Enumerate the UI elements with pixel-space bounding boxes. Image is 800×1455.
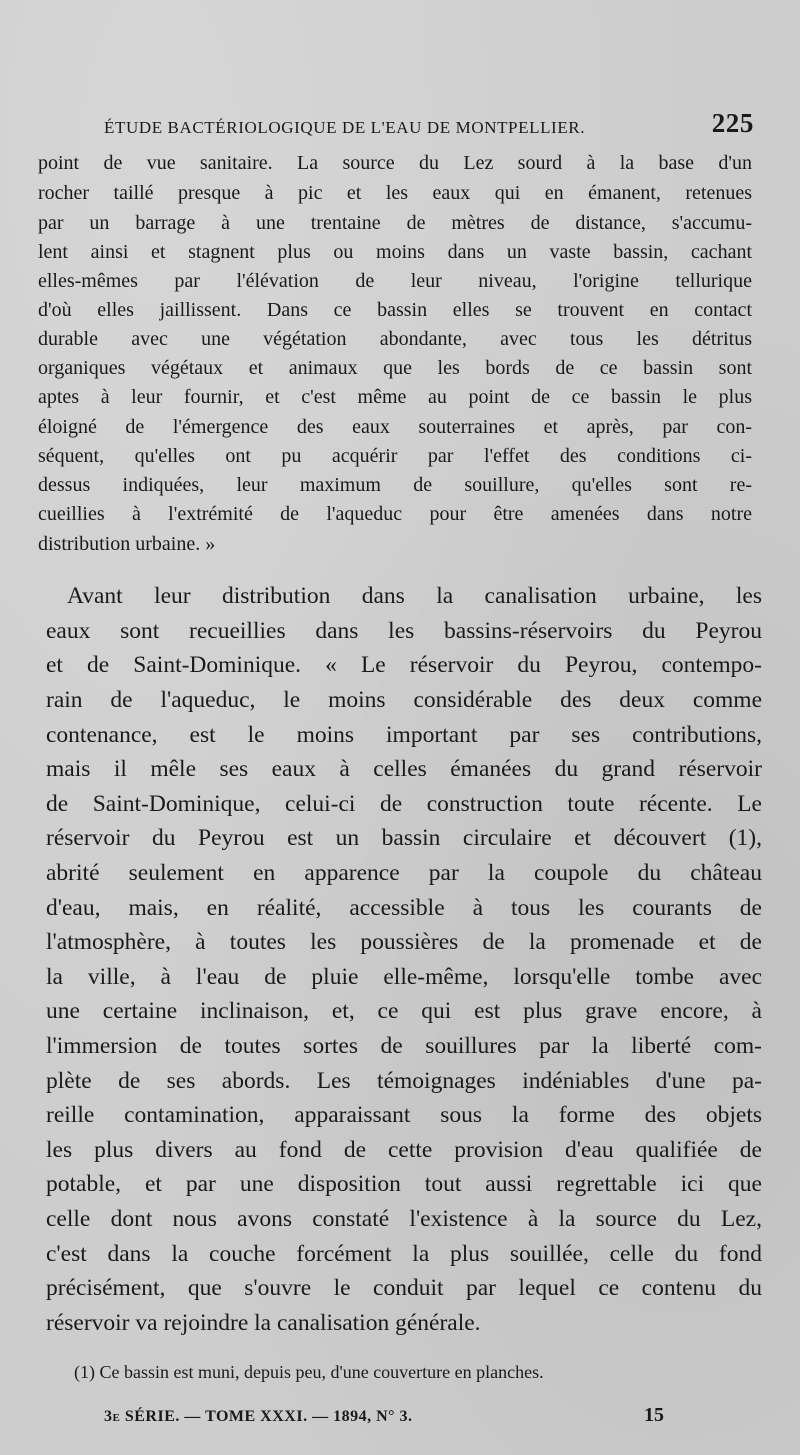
text-line: durable avec une végétation abondante, avec tous les détritus — [38, 328, 752, 350]
text-line: et de Saint-Dominique. « Le réservoir du Peyrou, contempo- — [46, 652, 762, 678]
text-line: potable, et par une disposition tout aussi regrettable ici que — [46, 1171, 762, 1197]
text-line: la ville, à l'eau de pluie elle-même, lorsqu'elle tombe avec — [46, 964, 762, 990]
text-line: séquent, qu'elles ont pu acquérir par l'effet des conditions ci- — [38, 445, 752, 467]
text-line: organiques végétaux et animaux que les bords de ce bassin sont — [38, 357, 752, 379]
text-line: réservoir du Peyrou est un bassin circulaire et découvert (1), — [46, 825, 762, 851]
text-line: reille contamination, apparaissant sous la forme des objets — [46, 1102, 762, 1128]
text-line: point de vue sanitaire. La source du Lez sourd à la base d'un — [38, 152, 752, 174]
text-line: réservoir va rejoindre la canalisation générale. — [46, 1310, 481, 1336]
text-line: c'est dans la couche forcément la plus souillée, celle du fond — [46, 1241, 762, 1267]
text-line: eaux sont recueillies dans les bassins-réservoirs du Peyrou — [46, 618, 762, 644]
text-line: lent ainsi et stagnent plus ou moins dans un vaste bassin, cachant — [38, 241, 752, 263]
text-line: Avant leur distribution dans la canalisation urbaine, les — [67, 583, 762, 609]
text-line: d'où elles jaillissent. Dans ce bassin elles se trouvent en contact — [38, 299, 752, 321]
text-line: de Saint-Dominique, celui-ci de construction toute récente. Le — [46, 791, 762, 817]
text-line: rain de l'aqueduc, le moins considérable des deux comme — [46, 687, 762, 713]
text-line: l'immersion de toutes sortes de souillures par la liberté com- — [46, 1033, 762, 1059]
printer-signature — [104, 1404, 664, 1434]
text-line: mais il mêle ses eaux à celles émanées du grand réservoir — [46, 756, 762, 782]
text-line: aptes à leur fournir, et c'est même au point de ce bassin le plus — [38, 386, 752, 408]
running-title: ÉTUDE BACTÉRIOLOGIQUE DE L'EAU DE MONTPELLIER. — [104, 118, 586, 137]
text-line: dessus indiquées, leur maximum de souillure, qu'elles sont re- — [38, 474, 752, 496]
series-volume: 3e SÉRIE. — TOME XXXI. — 1894, N° 3. — [104, 1408, 413, 1425]
text-line: celle dont nous avons constaté l'existence à la source du Lez, — [46, 1206, 762, 1232]
text-line: les plus divers au fond de cette provision d'eau qualifiée de — [46, 1137, 762, 1163]
running-head — [104, 108, 754, 144]
text-line: l'atmosphère, à toutes les poussières de la promenade et de — [46, 929, 762, 955]
text-line: abrité seulement en apparence par la coupole du château — [46, 860, 762, 886]
text-line: contenance, est le moins important par ses contributions, — [46, 722, 762, 748]
text-line: plète de ses abords. Les témoignages indéniables d'une pa- — [46, 1068, 762, 1094]
sheet-number: 15 — [644, 1404, 664, 1426]
text-line: une certaine inclinaison, et, ce qui est plus grave encore, à — [46, 998, 762, 1024]
text-line: éloigné de l'émergence des eaux souterraines et après, par con- — [38, 416, 752, 438]
text-line: rocher taillé presque à pic et les eaux qui en émanent, retenues — [38, 182, 752, 204]
footnote: (1) Ce bassin est muni, depuis peu, d'une couverture en planches. — [74, 1362, 544, 1382]
text-line: distribution urbaine. » — [38, 533, 216, 555]
text-line: d'eau, mais, en réalité, accessible à tous les courants de — [46, 895, 762, 921]
text-line: par un barrage à une trentaine de mètres de distance, s'accumu- — [38, 212, 752, 234]
text-line: précisément, que s'ouvre le conduit par lequel ce contenu du — [46, 1275, 762, 1301]
text-line: elles-mêmes par l'élévation de leur niveau, l'origine tellurique — [38, 270, 752, 292]
text-line: cueillies à l'extrémité de l'aqueduc pour être amenées dans notre — [38, 503, 752, 525]
page-number: 225 — [711, 108, 754, 138]
